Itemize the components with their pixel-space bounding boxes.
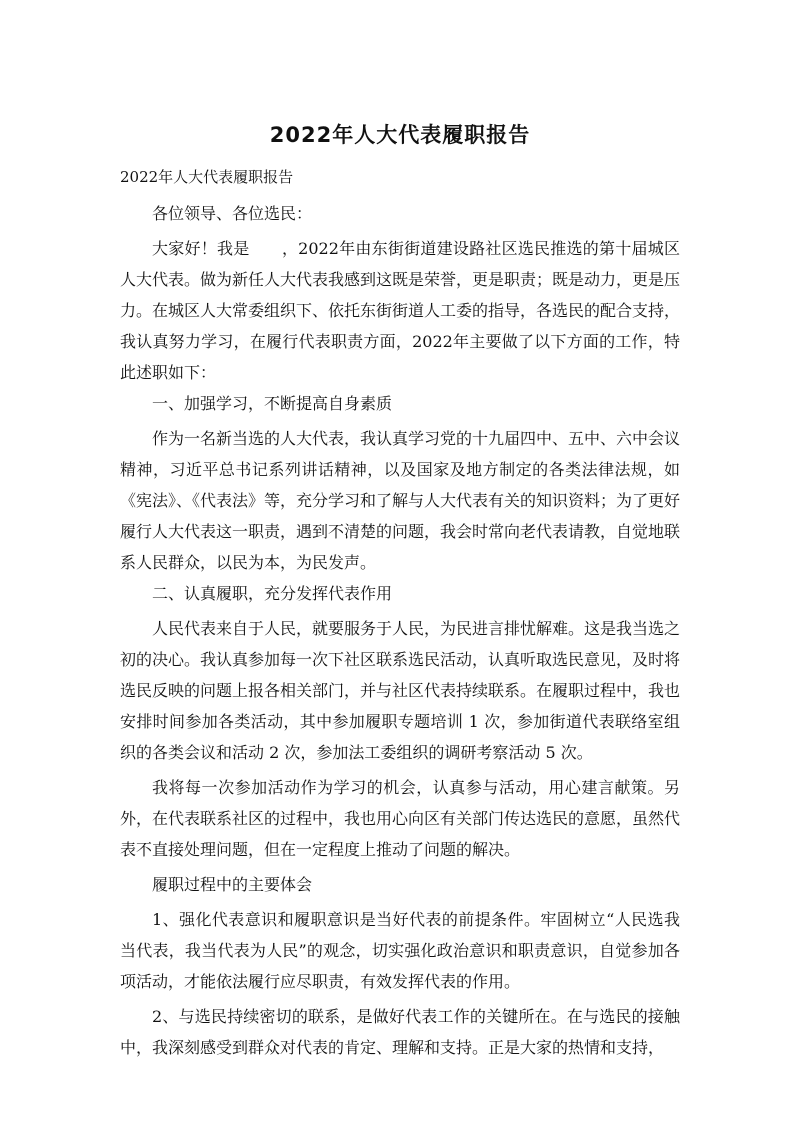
salutation-paragraph: 各位领导、各位选民：	[152, 204, 313, 223]
intro-paragraph: 大家好！我是 ，2022年由东街街道建设路社区选民推选的第十届城区人大代表。做为新任人大代表我感到这既是荣誉，更是职责；既是动力，更是压力。在城区人大常委组织下、依托东街街道人工委的指导，各选民的配合支持，我认真努力学习，在履行代表职责方面，2022年主要做了以下方面的工作，特此述职如下：	[120, 239, 681, 382]
experience-paragraph-2: 2、与选民持续密切的联系，是做好代表工作的关键所在。在与选民的接触中，我深刻感受到群众对代表的肯定、理解和支持。正是大家的热情和支持，	[120, 1007, 680, 1057]
activities-paragraph: 我将每一次参加活动作为学习的机会，认真参与活动，用心建言献策。另外，在代表联系社区的过程中，我也用心向区有关部门传达选民的意愿，虽然代表不直接处理问题，但在一定程度上推动了问题的解决。	[120, 778, 681, 859]
duty-paragraph: 人民代表来自于人民，就要服务于人民，为民进言排忧解难。这是我当选之初的决心。我认真参加每一次下社区联系选民活动，认真听取选民意见，及时将选民反映的问题上报各相关部门，并与社区代表持续联系。在履职过程中，我也安排时间参加各类活动，其中参加履职专题培训 1 次，参加街道代表联络室组织的各类会议和活动 2 次，参加法工委组织的调研考察活动 5 次。	[120, 619, 681, 762]
study-paragraph: 作为一名新当选的人大代表，我认真学习党的十九届四中、五中、六中会议精神，习近平总书记系列讲话精神，以及国家及地方制定的各类法律法规，如《宪法》、《代表法》等，充分学习和了解与人大代表有关的知识资料；为了更好履行人大代表这一职责，遇到不清楚的问题，我会时常向老代表请教，自觉地联系人民群众，以民为本，为民发声。	[120, 429, 681, 572]
experience-paragraph-1: 1、强化代表意识和履职意识是当好代表的前提条件。牢固树立“人民选我当代表，我当代表为人民”的观念，切实强化政治意识和职责意识，自觉参加各项活动，才能依法履行应尽职责，有效发挥代表的作用。	[120, 910, 680, 991]
document-page	[120, 120, 680, 1063]
section-heading-duty: 二、认真履职，充分发挥代表作用	[152, 584, 393, 603]
document-title: 2022年人大代表履职报告	[269, 123, 531, 147]
document-subtitle: 2022年人大代表履职报告	[120, 168, 294, 186]
section-heading-experience: 履职过程中的主要体会	[152, 875, 313, 894]
section-heading-study: 一、加强学习，不断提高自身素质	[152, 394, 393, 413]
